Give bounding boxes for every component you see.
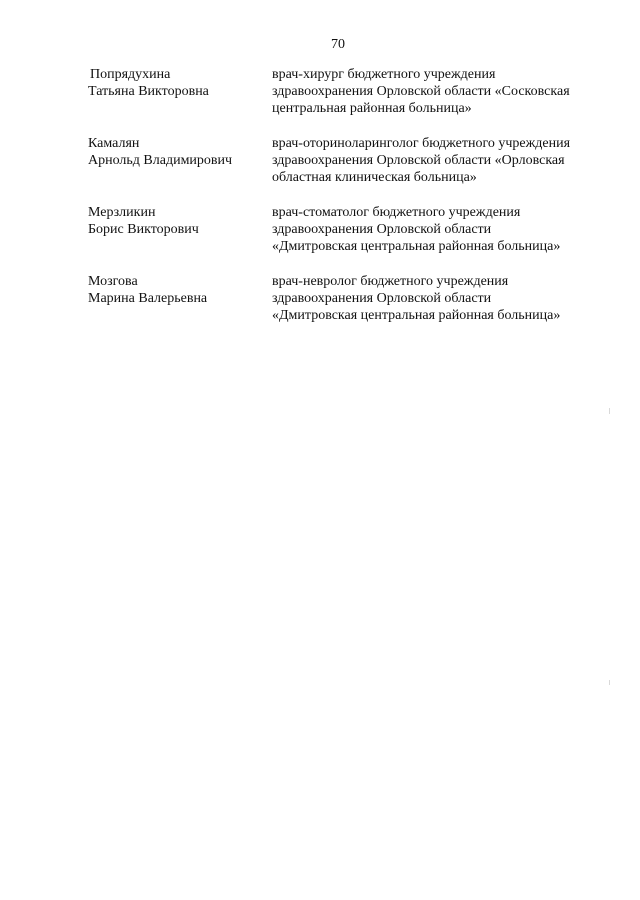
position-line: «Дмитровская центральная районная больница»	[272, 239, 561, 254]
appointee-surname: Мозгова	[88, 274, 138, 289]
position-line: врач-оториноларинголог бюджетного учреждения	[272, 136, 571, 151]
position-line: «Дмитровская центральная районная больница»	[272, 308, 561, 323]
appointee-list	[0, 66, 640, 342]
appointee-name	[88, 66, 268, 100]
scan-artifact	[609, 408, 610, 414]
appointee-surname: Попрядухина	[90, 67, 171, 82]
appointee-entry	[0, 66, 640, 135]
appointee-name	[88, 135, 268, 169]
appointee-name	[88, 273, 268, 307]
appointee-surname: Мерзликин	[88, 205, 156, 220]
appointee-position	[272, 66, 612, 117]
appointee-given-names: Татьяна Викторовна	[88, 84, 209, 99]
position-line: врач-хирург бюджетного учреждения	[272, 67, 496, 82]
appointee-position	[272, 273, 612, 324]
position-line: врач-стоматолог бюджетного учреждения	[272, 205, 521, 220]
appointee-position	[272, 135, 612, 186]
position-line: здравоохранения Орловской области «Сосковская	[272, 84, 570, 99]
scan-artifact	[609, 680, 610, 685]
appointee-entry	[0, 204, 640, 273]
position-line: центральная районная больница»	[272, 101, 472, 116]
position-line: здравоохранения Орловской области «Орловская	[272, 153, 565, 168]
appointee-given-names: Марина Валерьевна	[88, 291, 208, 306]
appointee-position	[272, 204, 612, 255]
position-line: здравоохранения Орловской области	[272, 291, 492, 306]
appointee-name	[88, 204, 268, 238]
position-line: областная клиническая больница»	[272, 170, 477, 185]
position-line: врач-невролог бюджетного учреждения	[272, 274, 509, 289]
appointee-entry	[0, 135, 640, 204]
appointee-given-names: Борис Викторович	[88, 222, 199, 237]
page-number: 70	[331, 37, 345, 52]
appointee-entry	[0, 273, 640, 342]
appointee-surname: Камалян	[88, 136, 140, 151]
appointee-given-names: Арнольд Владимирович	[88, 153, 233, 168]
position-line: здравоохранения Орловской области	[272, 222, 492, 237]
